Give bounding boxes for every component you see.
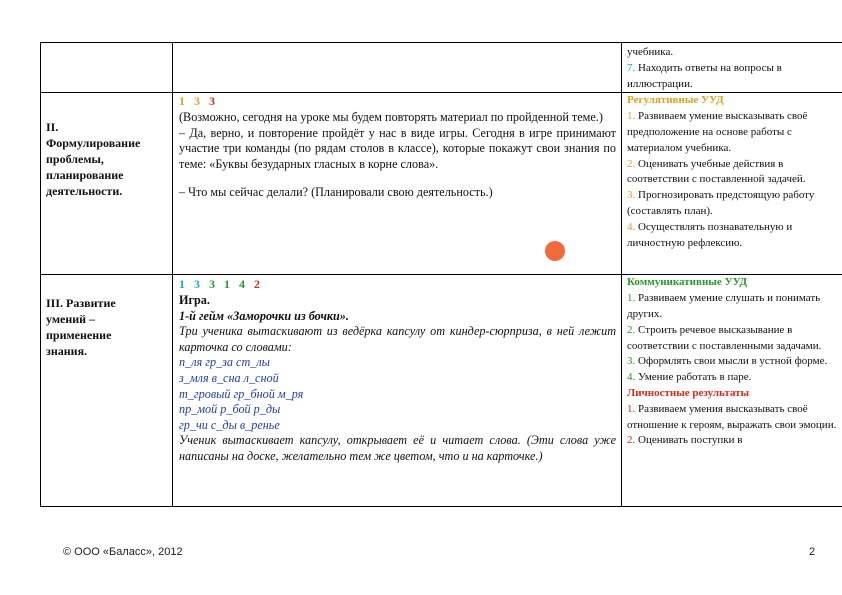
- content-cell-empty: [173, 43, 622, 93]
- stage-label: умений –: [46, 312, 96, 327]
- item-text: Находить ответы на вопросы в иллюстрации.: [627, 61, 782, 90]
- item-text: Прогнозировать предстоящую работу (составлять план).: [627, 189, 815, 217]
- stage-label: деятельности.: [46, 184, 123, 199]
- word-line: т_гровый гр_бной м_ря: [179, 386, 304, 401]
- uud-cell: [622, 275, 842, 507]
- code: 1: [179, 277, 188, 292]
- item-number: 4.: [627, 220, 636, 233]
- table-row: [41, 43, 842, 93]
- item-text: Оформлять свои мысли в устной форме.: [638, 355, 828, 368]
- uud-item: [627, 220, 841, 252]
- code: 4: [239, 277, 248, 292]
- paragraph: (Возможно, сегодня на уроке мы будем повторять материал по пройденной теме.): [179, 109, 603, 124]
- word-line: з_мля в_сна л_сной: [179, 370, 279, 385]
- table-row: [41, 93, 842, 275]
- uud-item: [627, 354, 841, 370]
- stage-label: II.: [46, 120, 59, 135]
- item-text: Оценивать учебные действия в соответствии с поставленной задачей.: [627, 157, 806, 186]
- item-number: 4.: [627, 371, 636, 384]
- uud-item: [627, 291, 841, 323]
- result-item: [627, 402, 841, 434]
- code: 3: [209, 94, 218, 109]
- uud-cell: [622, 43, 842, 93]
- results-header: Личностные результаты: [627, 386, 750, 399]
- page-number: 2: [809, 546, 816, 558]
- uud-item: [627, 188, 841, 220]
- stage-label: планирование: [46, 168, 124, 183]
- item-text: Развиваем умения высказывать своё отношение к героям, выражать свои эмоции.: [627, 402, 837, 431]
- item-number: 3.: [627, 355, 636, 368]
- code: 3: [194, 94, 203, 109]
- color-codes: [179, 94, 616, 110]
- word-line: пр_мой р_бой р_ды: [179, 402, 281, 417]
- content-cell: [173, 275, 622, 507]
- paragraph: Три ученика вытаскивают из ведёрка капсулу от киндер-сюрприза, в ней лежит карточка со словами:: [179, 324, 616, 354]
- color-codes: [179, 277, 616, 293]
- uud-cell: [622, 93, 842, 275]
- item-number: 2.: [627, 323, 636, 336]
- paragraph: – Да, верно, и повторение пройдёт у нас в виде игры. Сегодня в игре принимают участие три команды (по рядам столов в классе), которые покажут свои знания по теме: «Буквы безударных гласных в корне слова».: [179, 125, 616, 171]
- item-number: 3.: [627, 189, 636, 202]
- item-text: Осуществлять познавательную и личностную рефлексию.: [627, 220, 793, 249]
- item-text: Развиваем умение высказывать своё предположение на основе работы с материалом учебника.: [627, 110, 808, 154]
- stage-cell-empty: [41, 43, 173, 93]
- game-subtitle: 1-й гейм «Заморочки из бочки».: [179, 308, 349, 323]
- uud-item: [627, 109, 841, 156]
- uud-text: учебника.: [627, 46, 674, 58]
- item-number: 7.: [627, 61, 636, 74]
- stage-cell: [41, 93, 173, 275]
- item-number: 1.: [627, 110, 636, 123]
- code: 1: [224, 277, 233, 292]
- item-text: Строить речевое высказывание в соответствии с поставленными задачами.: [627, 323, 822, 352]
- stage-label: Формулирование: [46, 136, 141, 151]
- lesson-plan-table: [40, 42, 842, 507]
- item-text: Оценивать поступки в: [638, 434, 743, 447]
- uud-header: Коммуникативные УУД: [627, 276, 748, 289]
- stage-label: проблемы,: [46, 152, 104, 167]
- item-text: Умение работать в паре.: [638, 371, 752, 384]
- item-number: 2.: [627, 157, 636, 170]
- orange-dot-marker: [545, 241, 565, 261]
- uud-header: Регулятивные УУД: [627, 94, 724, 107]
- uud-item: [627, 323, 841, 355]
- item-text: Развиваем умение слушать и понимать других.: [627, 292, 821, 320]
- code: 1: [179, 94, 188, 109]
- word-line: гр_чи с_ды в_ренье: [179, 417, 280, 432]
- code: 3: [194, 277, 203, 292]
- uud-item: [627, 157, 841, 189]
- stage-label: применение: [46, 328, 112, 343]
- stage-label: знания.: [46, 344, 88, 359]
- paragraph: – Что мы сейчас делали? (Планировали свою деятельность.): [179, 185, 493, 200]
- uud-item: [627, 370, 841, 386]
- item-number: 1.: [627, 402, 636, 415]
- item-number: 1.: [627, 292, 636, 305]
- code: 3: [209, 277, 218, 292]
- table-row: [41, 275, 842, 507]
- stage-cell: [41, 275, 173, 507]
- paragraph: Ученик вытаскивает капсулу, открывает её и читает слова. (Эти слова уже написаны на доске, желательно тем же цветом, что и на карточке.): [179, 433, 616, 463]
- stage-label: III. Развитие: [46, 296, 116, 311]
- result-item: [627, 433, 841, 449]
- item-number: 2.: [627, 434, 636, 447]
- code: 2: [254, 277, 263, 292]
- word-line: п_ля гр_за ст_лы: [179, 355, 270, 370]
- game-title: Игра.: [179, 292, 210, 307]
- copyright: © ООО «Баласс», 2012: [63, 546, 183, 558]
- uud-item: [627, 61, 841, 93]
- spacer: [179, 172, 616, 185]
